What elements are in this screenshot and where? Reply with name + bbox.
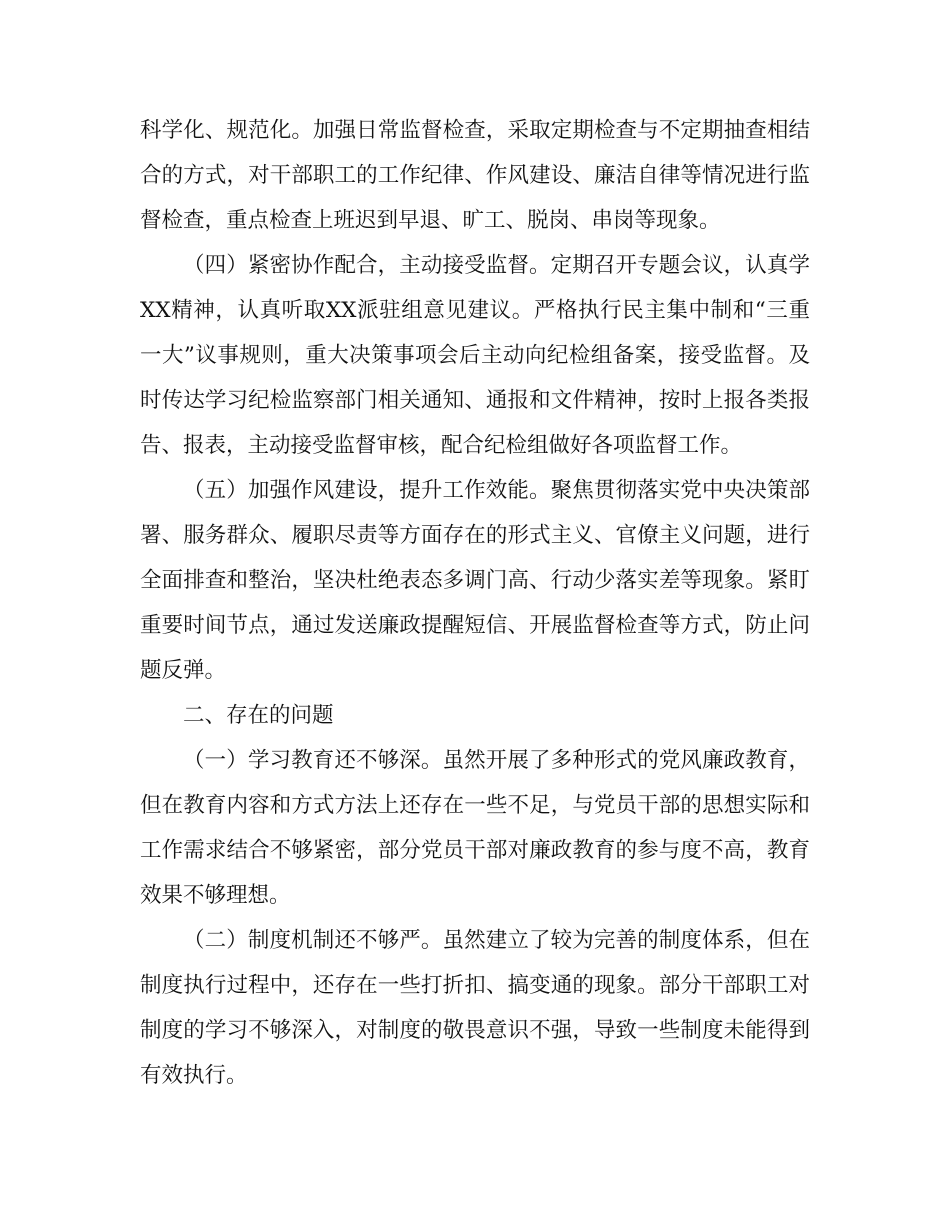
paragraph-problem-1: （一）学习教育还不够深。虽然开展了多种形式的党风廉政教育，但在教育内容和方式方法上还存在一些不足，与党员干部的思想实际和工作需求结合不够紧密，部分党员干部对廉政教育的参与度不高，教育效果不够理想。 [140, 748, 810, 908]
paragraph-item-4: （四）紧密协作配合，主动接受监督。定期召开专题会议，认真学XX精神，认真听取XX派驻组意见建议。严格执行民主集中制和“三重一大”议事规则，重大决策事项会后主动向纪检组备案，接受监督。及时传达学习纪检监察部门相关通知、通报和文件精神，按时上报各类报告、报表，主动接受监督审核，配合纪检组做好各项监督工作。 [140, 253, 810, 458]
paragraph-continued: 科学化、规范化。加强日常监督检查，采取定期检查与不定期抽查相结合的方式，对干部职工的工作纪律、作风建设、廉洁自律等情况进行监督检查，重点检查上班迟到早退、旷工、脱岗、串岗等现象。 [140, 118, 810, 233]
paragraph-item-5: （五）加强作风建设，提升工作效能。聚焦贯彻落实党中央决策部署、服务群众、履职尽责等方面存在的形式主义、官僚主义问题，进行全面排查和整治，坚决杜绝表态多调门高、行动少落实差等现象。紧盯重要时间节点，通过发送廉政提醒短信、开展监督检查等方式，防止问题反弹。 [140, 478, 810, 683]
document-body [140, 108, 810, 1098]
section-heading: 二、存在的问题 [183, 703, 334, 728]
paragraph-problem-2: （二）制度机制还不够严。虽然建立了较为完善的制度体系，但在制度执行过程中，还存在一些打折扣、搞变通的现象。部分干部职工对制度的学习不够深入，对制度的敬畏意识不强，导致一些制度未能得到有效执行。 [140, 928, 810, 1088]
